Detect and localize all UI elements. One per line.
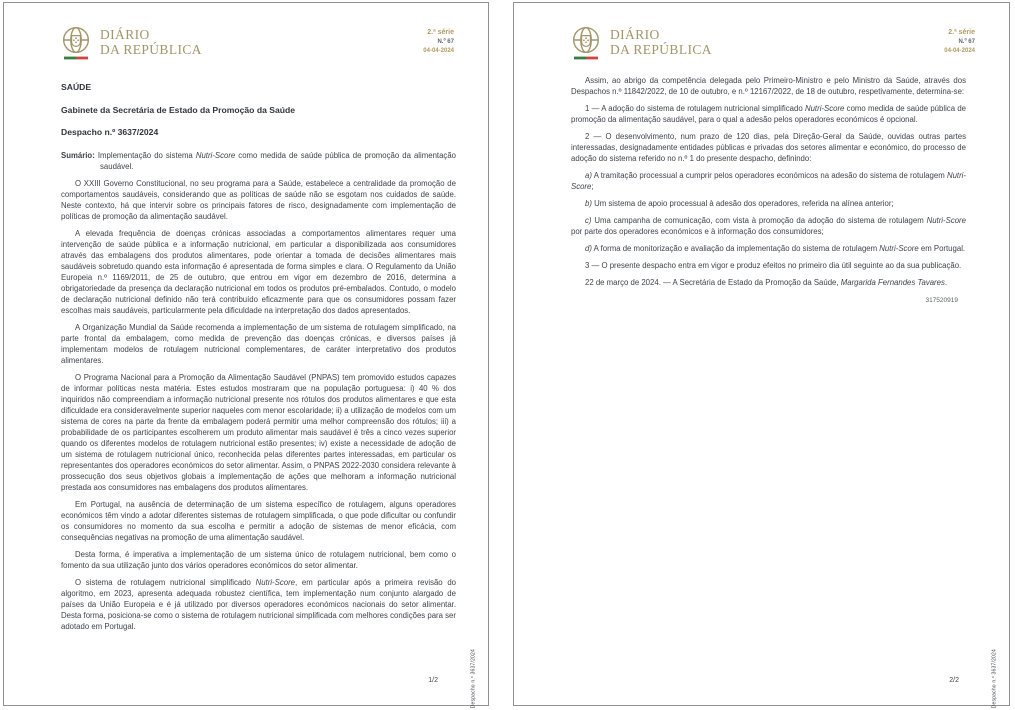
paragraph: A elevada frequência de doenças crónicas associadas a comportamentos alimentares requer uma intervenção de saúde pública e a informação nutricional, em particular a disponibilizada aos consumidores através das embalagens dos produtos alimentares, pode orientar a tomada de decisões alimentares mais saudáveis sobretudo quando esta informação é apresentada de forma simples e clara. O Regulamento da União Europeia n.º 1169/2011, de 25 de outubro, que entrou em vigor em dezembro de 2016, determina a obrigatoriedade da presença da declaração nutricional em todos os produtos pré-embalados. Contudo, o modelo de declaração nutricional definido não terá contribuído eficazmente para que os consumidores possam fazer escolhas mais saudáveis, particularmente pela dificuldade na interpretação dos dados apresentados. bbox=[61, 228, 456, 315]
summary bbox=[61, 150, 456, 172]
diario-da-republica-logo bbox=[571, 25, 712, 65]
office-heading: Gabinete da Secretária de Estado da Promoção da Saúde bbox=[61, 104, 296, 115]
logo-line1: DIÁRIO bbox=[610, 27, 660, 42]
paragraph: 1 — A adoção do sistema de rotulagem nutricional simplificado Nutri-Score como medida de saúde pública de promoção da alimentação saudável, para o qual a adesão pelos operadores económicos é opcional. bbox=[571, 104, 966, 124]
paragraph: a) A tramitação processual a cumprir pelos operadores económicos na adesão do sistema de rotulagem Nutri-Score; bbox=[571, 171, 966, 191]
summary-text: Implementação do sistema Nutri-Score como medida de saúde pública de promoção da alimentação saudável. bbox=[94, 150, 456, 171]
page-number: 2/2 bbox=[949, 677, 959, 684]
paragraph: A Organização Mundial da Saúde recomenda a implementação de um sistema de rotulagem simplificado, na parte frontal da embalagem, como medida de prevenção das doenças crónicas, e diversos países já implementam modelos de rotulagem nutricional complementares, de caráter interpretativo dos produtos alimentares. bbox=[61, 322, 456, 365]
republic-emblem-icon bbox=[61, 25, 91, 65]
side-label: Despacho n.º 3637/2024 bbox=[991, 649, 997, 709]
page-1-body bbox=[61, 82, 456, 632]
page-1 bbox=[3, 2, 489, 709]
paragraph: d) A forma de monitorização e avaliação da implementação do sistema de rotulagem Nutri-Score em Portugal. bbox=[585, 244, 966, 253]
page-2 bbox=[513, 2, 1010, 709]
page-2-paragraphs bbox=[571, 75, 966, 288]
republic-emblem-icon bbox=[571, 25, 601, 65]
page-2-inner bbox=[514, 3, 1009, 709]
masthead bbox=[571, 25, 975, 65]
diario-da-republica-logo bbox=[61, 25, 202, 65]
logo-wordmark bbox=[100, 25, 202, 57]
flag-green-bar bbox=[64, 57, 76, 60]
logo-line1: DIÁRIO bbox=[100, 27, 150, 42]
paragraph: Assim, ao abrigo da competência delegada pelo Primeiro-Ministro e pelo Ministro da Saúde, através dos Despachos n.º 11842/2022, de 10 de outubro, e n.º 12167/2022, de 18 de outubro, respetivamente, determina-se: bbox=[571, 76, 966, 96]
issue-series: 2.ª série bbox=[427, 29, 454, 36]
logo-line2: DA REPÚBLICA bbox=[610, 41, 712, 57]
flag-green-bar bbox=[574, 57, 586, 60]
paragraph: 2 — O desenvolvimento, num prazo de 120 dias, pela Direção-Geral da Saúde, ouvidas outras partes interessadas, designadamente entidades públicas e privadas dos setores alimentar e económico, do processo de adoção do sistema referido no n.º 1 do presente despacho, definindo: bbox=[571, 132, 966, 163]
issue-date: 04-04-2024 bbox=[944, 48, 975, 54]
logo-line2: DA REPÚBLICA bbox=[100, 41, 202, 57]
paragraph: c) Uma campanha de comunicação, com vista à promoção da adoção do sistema de rotulagem Nutri-Score por parte dos operadores económicos e à informação dos consumidores; bbox=[571, 216, 966, 236]
issue-date: 04-04-2024 bbox=[423, 48, 454, 54]
paragraph: b) Um sistema de apoio processual à adesão dos operadores, referida na alínea anterior; bbox=[585, 199, 894, 208]
side-label: Despacho n.º 3637/2024 bbox=[470, 649, 476, 709]
summary-label: Sumário: bbox=[61, 150, 95, 160]
paragraph: Desta forma, é imperativa a implementação de um sistema único de rotulagem nutricional, bem como o fomento da sua utilização junto dos vários operadores económicos do setor alimentar. bbox=[61, 549, 456, 570]
page-1-paragraphs bbox=[61, 178, 456, 632]
flag-red-bar bbox=[586, 57, 598, 60]
issue-info bbox=[423, 25, 454, 57]
paragraph: 22 de março de 2024. — A Secretária de Estado da Promoção da Saúde, Margarida Fernandes Tavares. bbox=[585, 278, 948, 287]
issue-number: N.º 67 bbox=[437, 38, 454, 45]
issue-series: 2.ª série bbox=[948, 29, 975, 36]
paragraph: O XXIII Governo Constitucional, no seu programa para a Saúde, estabelece a centralidade da promoção de comportamentos saudáveis, considerando que as políticas de saúde não se esgotam nos cuidados de saúde. Neste contexto, há que intervir sobre os principais fatores de risco, designadamente com implementação de políticas de promoção da alimentação saudável. bbox=[61, 178, 456, 221]
page-1-inner bbox=[4, 3, 488, 709]
flag-red-bar bbox=[76, 57, 88, 60]
paragraph: O sistema de rotulagem nutricional simplificado Nutri-Score, em particular após a primeira revisão do algoritmo, em 2023, apresenta adequada robustez científica, tem implementação num conjunto alargado de países da União Europeia e é já utilizado por diversos operadores económicos nacionais do setor alimentar. Desta forma, posiciona-se como o sistema de rotulagem nutricional simplificada com melhores condições para ser adotado em Portugal. bbox=[61, 577, 456, 631]
section-heading: SAÚDE bbox=[61, 82, 92, 92]
masthead bbox=[61, 25, 454, 65]
paragraph: 3 — O presente despacho entra em vigor e produz efeitos no primeiro dia útil seguinte ao da sua publicação. bbox=[585, 261, 962, 270]
paragraph: O Programa Nacional para a Promoção da Alimentação Saudável (PNPAS) tem promovido estudos capazes de informar políticas nesta matéria. Estes estudos mostraram que na população portuguesa: i) 40 % dos inquiridos não compreendiam a informação nutricional presente nos rótulos dos produtos alimentares e que esta dificuldade era consideravelmente superior naqueles com menor escolaridade; ii) a utilização de modelos com um sistema de cores na parte da frente da embalagem poderá permitir uma melhor compreensão dos rótulos; iii) a probabilidade de os participantes escolherem um produto alimentar mais saudável é três a cinco vezes superior quando os diferentes modelos de rotulagem nutricional estão presentes; iv) existe a necessidade de adoção de um sistema de rotulagem nutricional único, reconhecida pelas diferentes partes interessadas, em particular os representantes dos operadores económicos do setor alimentar. Assim, o PNPAS 2022-2030 considera relevante à prossecução dos seus objetivos globais a implementação de ações que melhoram a informação nutricional prestada aos consumidores nas embalagens dos produtos alimentares. bbox=[61, 372, 456, 492]
issue-info bbox=[944, 25, 975, 57]
page-2-body bbox=[571, 75, 966, 304]
despacho-title: Despacho n.º 3637/2024 bbox=[61, 127, 159, 137]
registration-number: 317520919 bbox=[925, 297, 958, 304]
paragraph: Em Portugal, na ausência de determinação de um sistema específico de rotulagem, alguns operadores económicos têm vindo a adotar diferentes sistemas de rotulagem simplificada, o que pode dificultar ou confundir os consumidores no momento da sua escolha e permitir a adoção de sistemas de menor eficácia, com consequências negativas na promoção de uma alimentação saudável. bbox=[61, 499, 456, 542]
logo-wordmark bbox=[610, 25, 712, 57]
issue-number: N.º 67 bbox=[958, 38, 975, 45]
page-number: 1/2 bbox=[428, 677, 438, 684]
